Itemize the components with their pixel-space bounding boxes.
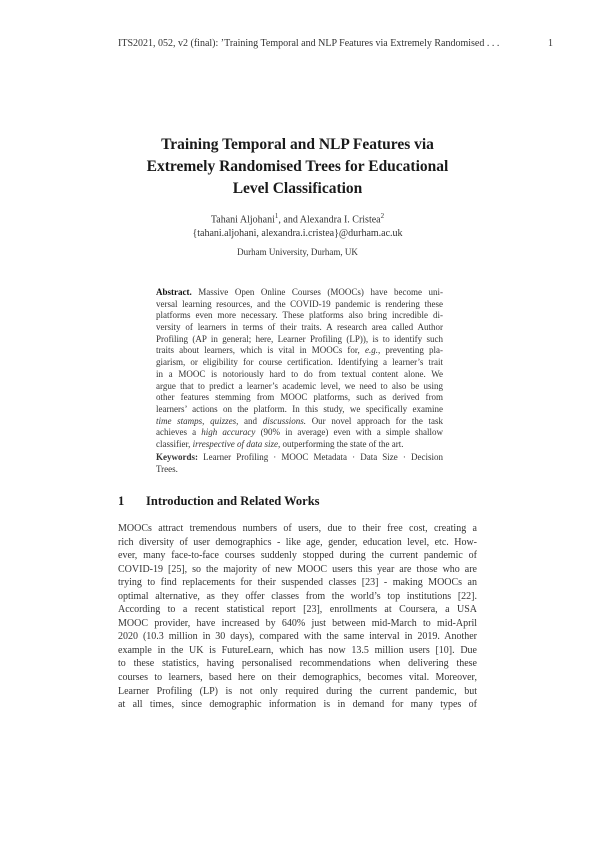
- section-number: 1: [118, 494, 125, 508]
- author-block: [118, 209, 477, 241]
- author-name: Tahani Aljohani: [210, 214, 275, 226]
- section-heading: [118, 494, 477, 509]
- abstract-line: in a MOOC is notoriously hard to do from textual content alone. We: [156, 368, 443, 379]
- title-line: Training Temporal and NLP Features via: [161, 136, 434, 153]
- body-line: to these statistics, having personalised recommendations when delivering these: [118, 658, 477, 670]
- body-line: ever, many face-to-face courses suddenly stopped during the current pandemic of: [118, 550, 477, 562]
- abstract-line: learners’ actions on the platform. In this study, we specifically examine: [156, 403, 443, 414]
- keywords: [156, 451, 443, 475]
- body-line: MOOCs attract tremendous numbers of users, due to their free cost, creating a: [118, 523, 477, 534]
- keywords-line: Keywords: Learner Profiling · MOOC Metadata · Data Size · Decision: [156, 452, 443, 462]
- abstract-line: argue that to predict a learner’s academic level, we need to also be using: [156, 380, 443, 391]
- abstract-line: traits about learners, which is vital in MOOCs for, e.g., preventing pla-: [156, 345, 444, 356]
- author-mark: 2: [380, 212, 385, 220]
- abstract-line: achieves a high accuracy (90% in average) even with a simple shallow: [156, 427, 444, 438]
- author-name: Alexandra I. Cristea: [299, 214, 381, 226]
- author-emails: {tahani.aljohani, alexandra.i.cristea}@durham.ac.uk: [192, 228, 403, 240]
- body-line: rich diversity of user demographics - like age, gender, education level, etc. How-: [118, 536, 477, 548]
- abstract-line: classifier, irrespective of data size, outperforming the state of the art.: [156, 438, 404, 449]
- title-line: Level Classification: [232, 180, 363, 197]
- abstract-line: time stamps, quizzes, and discussions. Our novel approach for the task: [156, 415, 444, 426]
- abstract-label: Abstract.: [156, 287, 192, 297]
- body-line: Learner Profiling (LP) is not only required during the current pandemic, but: [118, 685, 477, 697]
- abstract-line: Abstract. Massive Open Online Courses (MOOCs) have become uni-: [156, 287, 444, 297]
- abstract-line: versal learning resources, and the COVID-19 pandemic is rendering these: [156, 298, 443, 309]
- author-separator: , and: [278, 214, 300, 226]
- body-line: COVID-19 [25], so the majority of new MOOC users this year are those who are: [118, 563, 477, 575]
- paper-title: [118, 134, 477, 200]
- keywords-label: Keywords:: [156, 452, 198, 462]
- body-paragraph: [118, 522, 477, 712]
- page-number: 1: [548, 38, 553, 49]
- body-line: trying to find replacements for their suspended classes [23] - making MOOCs an: [118, 577, 477, 589]
- section-title: Introduction and Related Works: [146, 494, 320, 508]
- author-mark: 1: [274, 212, 279, 220]
- abstract-line: platforms even more necessary. These platforms also bring incredible di-: [156, 310, 443, 321]
- abstract: [156, 287, 443, 451]
- body-line: MOOC provider, have increased by 640% just between mid-March to mid-April: [118, 617, 477, 629]
- abstract-line: giarism, or eligibility for course certification. Identifying a learner’s trait: [156, 357, 443, 368]
- abstract-line: Profiling (AP in general; here, Learner Profiling (LP)), is to identify such: [156, 333, 443, 344]
- abstract-line: versity of learners in terms of their traits. A research area called Author: [156, 322, 443, 333]
- abstract-line: other features stemming from MOOC platforms, such as derived from: [156, 392, 443, 403]
- affiliation: Durham University, Durham, UK: [237, 247, 358, 257]
- body-line: example in the UK is FutureLearn, which has now 13.5 million users [10]. Due: [118, 644, 477, 656]
- title-line: Extremely Randomised Trees for Educational: [146, 158, 449, 175]
- body-line: courses to learners, based here on their demographics, becomes vital. Moreover,: [118, 672, 477, 684]
- body-line: According to a recent statistical report [23], enrollments at Coursera, a USA: [118, 604, 477, 616]
- running-head-text: ITS2021, 052, v2 (final): ’Training Temporal and NLP Features via Extremely Randomised . . .: [118, 38, 500, 49]
- keywords-line: Trees.: [156, 464, 178, 474]
- body-line: at all times, since demographic information is in demand for many types of: [118, 699, 477, 711]
- body-line: optimal alternative, as they offer classes from the world’s top institutions [22].: [118, 590, 477, 602]
- running-head: [118, 38, 553, 52]
- body-line: 2020 (10.3 million in 30 days), compared with the same interval in 2019. Another: [118, 631, 477, 643]
- author-names: [118, 209, 477, 227]
